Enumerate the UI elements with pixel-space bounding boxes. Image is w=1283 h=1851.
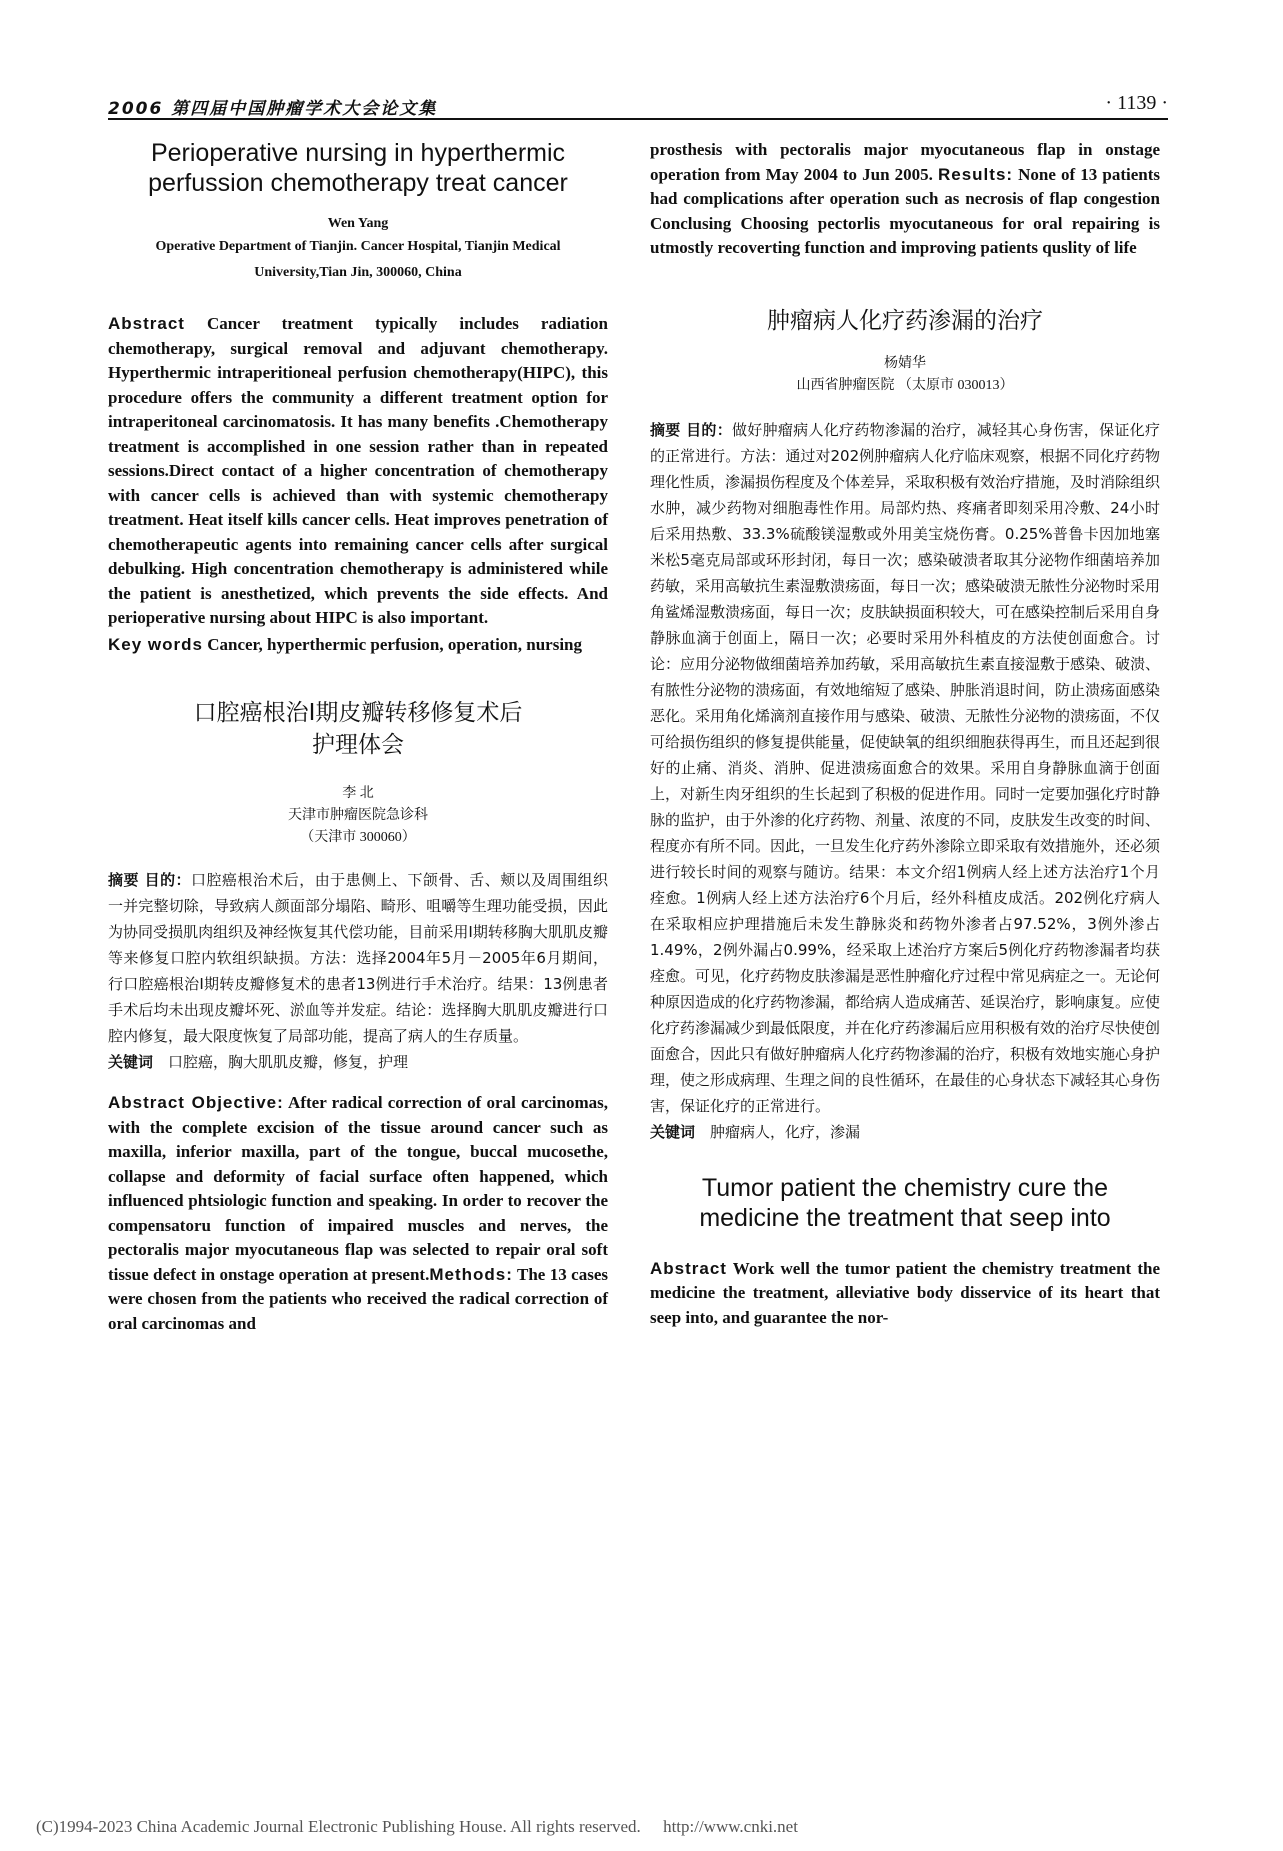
article-chemo-leakage [650, 305, 1160, 1145]
abstract-label: Abstract [650, 1258, 727, 1278]
article-title [108, 697, 608, 761]
author: 李 北 [342, 786, 374, 801]
methods-text: The 13 cases were chosen from the patients who received the radical correction of oral carcinomas and [108, 1264, 608, 1333]
footer-link[interactable]: http://www.cnki.net [663, 1817, 798, 1836]
keywords-text: Cancer, hyperthermic perfusion, operation, nursing [202, 634, 583, 654]
title-line-1: Perioperative nursing in hyperthermic [150, 139, 566, 167]
article-hipc [108, 138, 608, 657]
right-column [650, 138, 1160, 1330]
page-number: · 1139 · [1105, 92, 1168, 114]
title-line-1: 口腔癌根治Ⅰ期皮瓣转移修复术后 [193, 700, 523, 726]
title-line-1: Tumor patient the chemistry cure the [701, 1173, 1109, 1202]
affiliation-line-1: Operative Department of Tianjin. Cancer Hospital, Tianjin Medical [155, 239, 561, 254]
keywords-label: Key words [108, 634, 203, 654]
keywords [108, 633, 608, 658]
title-line-2: medicine the treatment that seep into [699, 1203, 1111, 1232]
journal-title: 2006 第四届中国肿瘤学术大会论文集 [108, 99, 438, 119]
copyright-footer [36, 1817, 1276, 1837]
abstract-text: Work well the tumor patient the chemistry treatment the medicine the treatment, alleviative body disservice of its heart that seep into, and guarantee the nor- [650, 1258, 1160, 1327]
results-text: None of 13 patients had complications after operation such as necrosis of flap congestion Conclusing Choosing pectorlis myocutaneous for oral repairing is utmostly recoverting function and improving patients quslity of life [650, 164, 1160, 257]
article-oral-cancer [108, 697, 608, 1336]
article-title [108, 138, 608, 198]
affiliation [108, 234, 608, 286]
affiliation-line-2: University,Tian Jin, 300060, China [254, 265, 462, 280]
keywords-zh [108, 1049, 608, 1075]
title-line-2: 护理体会 [312, 732, 404, 758]
author: 杨婧华 [884, 355, 926, 371]
keywords-zh [650, 1119, 1160, 1145]
affiliation: 天津市肿瘤医院急诊科 [288, 808, 428, 823]
methods-label: Methods: [429, 1264, 513, 1284]
abstract [108, 312, 608, 631]
keywords-zh-text: 肿瘤病人，化疗，渗漏 [695, 1122, 861, 1141]
keywords-zh-text: 口腔癌，胸大肌肌皮瓣，修复，护理 [153, 1053, 409, 1071]
title-line-2: perfussion chemotherapy treat cancer [148, 169, 568, 197]
continued-text: prosthesis with pectoralis major myocutaneous flap in onstage operation from May 2004 to Jun 2005. [650, 140, 1160, 184]
abstract [650, 1257, 1160, 1331]
keywords-zh-label: 关键词 [650, 1122, 696, 1141]
left-column [108, 138, 608, 1336]
copyright-text: (C)1994-2023 China Academic Journal Electronic Publishing House. All rights reserved. [36, 1817, 641, 1836]
abstract-zh-label: 摘要 目的： [108, 871, 191, 889]
affiliation: 山西省肿瘤医院 （太原市 030013） [796, 377, 1014, 393]
article-title [650, 1173, 1160, 1233]
abstract-label: Abstract [108, 314, 185, 333]
abstract-zh-text: 做好肿瘤病人化疗药物渗漏的治疗，减轻其心身伤害，保证化疗的正常进行。方法：通过对202例肿瘤病人化疗临床观察，根据不同化疗药物理化性质，渗漏损伤程度及个体差异，采取积极有效治疗措施，及时消除组织水肿，减少药物对细胞毒性作用。局部灼热、疼痛者即刻采用冷敷、24小时后采用热敷、33.3%硫酸镁湿敷或外用美宝烧伤膏。0.25%普鲁卡因加地塞米松5毫克局部或环形封闭，每日一次；感染破溃者取其分泌物作细菌培养加药敏，采用高敏抗生素湿敷溃疡面，每日一次；感染破溃无脓性分泌物时采用角鲨烯湿敷溃疡面，每日一次；皮肤缺损面积较大，可在感染控制后采用自身静脉血滴于创面上，隔日一次；必要时采用外科植皮的方法使创面愈合。讨论：应用分泌物做细菌培养加药敏，采用高敏抗生素直接湿敷于感染、破溃、有脓性分泌物的溃疡面，有效地缩短了感染、肿胀消退时间，防止溃疡面感染恶化。采用角化烯滴剂直接作用与感染、破溃、无脓性分泌物的溃疡面，不仅可给损伤组织的修复提供能量，促使缺氧的组织细胞获得再生，而且还起到很好的止痛、消炎、消肿、促进溃疡面愈合的效果。采用自身静脉血滴于创面上，对新生肉牙组织的生长起到了积极的促进作用。同时一定要加强化疗时静脉的监护，由于外渗的化疗药物、剂量、浓度的不同，皮肤发生改变的时间、程度亦有所不同。因此，一旦发生化疗药外渗除立即采取有效措施外，还必须进行较长时间的观察与随访。结果：本文介绍1例病人经上述方法治疗1个月痊愈。1例病人经上述方法治疗6个月后，经外科植皮成活。202例化疗病人在采取相应护理措施后未发生静脉炎和药物外渗者占97.52%，3例外渗占1.49%，2例外漏占0.99%，经采取上述治疗方案后5例化疗药物渗漏者均获痊愈。可见，化疗药物皮肤渗漏是恶性肿瘤化疗过程中常见病症之一。无论何种原因造成的化疗药物渗漏，都给病人造成痛苦、延误治疗，影响康复。应使化疗药渗漏减少到最低限度，并在化疗药渗漏后应用积极有效的治疗尽快使创面愈合，因此只有做好肿瘤病人化疗药物渗漏的治疗，积极有效地实施心身护理，使之形成病理、生理之间的良性循环，在最佳的心身状态下减轻其心身伤害，保证化疗的正常进行。 [650, 420, 1161, 1115]
abstract-zh [108, 867, 608, 1049]
running-header [108, 94, 1168, 120]
abstract-text: Cancer treatment typically includes radiation chemotherapy, surgical removal and adjuvant chemotherapy. Hyperthermic intraperitioneal perfusion chemotherapy(HIPC), this procedure offers the community a different treatment option for intraperitoneal carcinomatosis. It has many benefits .Chemotherapy treatment is accomplished in one session rather than in repeated sessions.Direct contact of a higher concentration of chemotherapy with cancer cells is achieved than with systemic chemotherapy treatment. Heat itself kills cancer cells. Heat improves penetration of chemotherapeutic agents into remaining cancer cells after surgical debulking. High concentration chemotherapy is administered while the patient is anesthetized, which prevents the side effects. And perioperative nursing about HIPC is also important. [108, 314, 608, 627]
abstract-en-label: Abstract Objective: [108, 1093, 284, 1112]
abstract-zh-text: 口腔癌根治术后，由于患侧上、下颌骨、舌、颊以及周围组织一并完整切除，导致病人颜面部分塌陷、畸形、咀嚼等生理功能受损，因此为协同受损肌肉组织及神经恢复其代偿功能，目前采用Ⅰ期转移胸大肌肌皮瓣等来修复口腔内软组织缺损。方法：选择2004年5月－2005年6月期间，行口腔癌根治Ⅰ期转皮瓣修复术的患者13例进行手术治疗。结果：13例患者手术后均未出现皮瓣坏死、淤血等并发症。结论：选择胸大肌肌皮瓣进行口腔内修复，最大限度恢复了局部功能，提高了病人的生存质量。 [108, 871, 608, 1045]
abstract-en [108, 1091, 608, 1336]
author: Wen Yang [327, 216, 389, 231]
keywords-zh-label: 关键词 [108, 1053, 154, 1071]
abstract-en-text: After radical correction of oral carcinomas, with the complete excision of the tissue around cancer such as maxilla, inferior maxilla, part of the tongue, buccal mucosethe, collapse and deformity of facial surface often happened, which influenced phtsiologic function and speaking. In order to recover the compensatoru function of impaired muscles and nerves, the pectoralis major myocutaneous flap was selected to repair oral soft tissue defect in onstage operation at present. [108, 1093, 608, 1284]
results-label: Results: [937, 164, 1014, 184]
article-tumor-chemistry [650, 1173, 1160, 1331]
article-title: 肿瘤病人化疗药渗漏的治疗 [767, 307, 1043, 334]
abstract-zh [650, 417, 1160, 1119]
abstract-zh-label: 摘要 目的： [650, 420, 732, 439]
abstract-continued [650, 138, 1160, 261]
affiliation-city: （天津市 300060） [300, 830, 416, 845]
